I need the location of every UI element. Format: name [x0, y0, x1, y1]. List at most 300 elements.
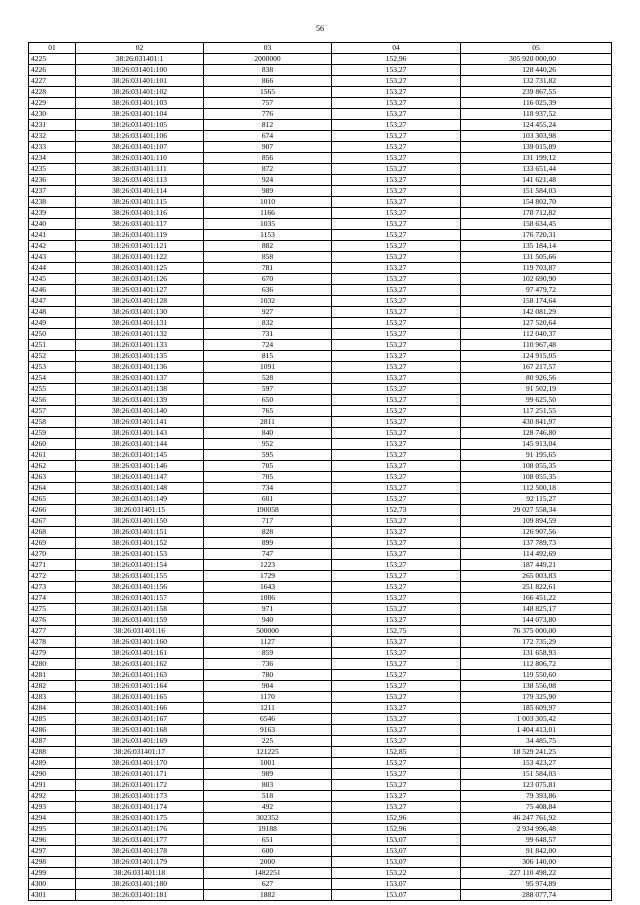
cadastral-number-cell: 38:26:031401:106 [76, 131, 204, 142]
cadastral-value-cell: 239 867,55 [461, 87, 612, 98]
table-row [29, 505, 612, 516]
row-number-cell: 4264 [29, 483, 76, 494]
specific-value-cell: 153,27 [332, 472, 461, 483]
table-row [29, 98, 612, 109]
row-number-cell: 4263 [29, 472, 76, 483]
area-cell: 1223 [204, 560, 332, 571]
table-row [29, 527, 612, 538]
specific-value-cell: 153,27 [332, 604, 461, 615]
cadastral-value-cell: 166 451,22 [461, 593, 612, 604]
cadastral-value-cell: 123 075,81 [461, 780, 612, 791]
cadastral-value-cell: 103 303,98 [461, 131, 612, 142]
row-number-cell: 4227 [29, 76, 76, 87]
table-row [29, 780, 612, 791]
column-header-02: 02 [76, 43, 204, 54]
cadastral-number-cell: 38:26:031401:146 [76, 461, 204, 472]
table-body [29, 54, 612, 901]
row-number-cell: 4228 [29, 87, 76, 98]
area-cell: 1153 [204, 230, 332, 241]
specific-value-cell: 153,27 [332, 791, 461, 802]
cadastral-number-cell: 38:26:031401:180 [76, 879, 204, 890]
table-row [29, 164, 612, 175]
cadastral-value-cell: 158 634,45 [461, 219, 612, 230]
cadastral-number-cell: 38:26:031401:152 [76, 538, 204, 549]
row-number-cell: 4272 [29, 571, 76, 582]
specific-value-cell: 153,27 [332, 516, 461, 527]
cadastral-value-table [28, 42, 612, 901]
cadastral-number-cell: 38:26:031401:115 [76, 197, 204, 208]
table-row [29, 186, 612, 197]
specific-value-cell: 153,27 [332, 725, 461, 736]
cadastral-value-cell: 142 081,29 [461, 307, 612, 318]
table-row [29, 285, 612, 296]
specific-value-cell: 153,27 [332, 131, 461, 142]
table-row [29, 131, 612, 142]
table-row [29, 120, 612, 131]
row-number-cell: 4295 [29, 824, 76, 835]
row-number-cell: 4274 [29, 593, 76, 604]
row-number-cell: 4250 [29, 329, 76, 340]
area-cell: 595 [204, 450, 332, 461]
cadastral-value-cell: 154 802,70 [461, 197, 612, 208]
cadastral-number-cell: 38:26:031401:104 [76, 109, 204, 120]
cadastral-value-cell: 172 735,29 [461, 637, 612, 648]
area-cell: 2000 [204, 857, 332, 868]
cadastral-value-cell: 131 199,12 [461, 153, 612, 164]
cadastral-number-cell: 38:26:031401:15 [76, 505, 204, 516]
table-row [29, 549, 612, 560]
row-number-cell: 4278 [29, 637, 76, 648]
specific-value-cell: 153,27 [332, 142, 461, 153]
row-number-cell: 4252 [29, 351, 76, 362]
specific-value-cell: 153,27 [332, 615, 461, 626]
row-number-cell: 4269 [29, 538, 76, 549]
cadastral-value-cell: 139 015,89 [461, 142, 612, 153]
table-row [29, 428, 612, 439]
specific-value-cell: 153,27 [332, 417, 461, 428]
cadastral-number-cell: 38:26:031401:131 [76, 318, 204, 329]
cadastral-value-cell: 178 712,82 [461, 208, 612, 219]
row-number-cell: 4253 [29, 362, 76, 373]
cadastral-number-cell: 38:26:031401:135 [76, 351, 204, 362]
table-row [29, 472, 612, 483]
area-cell: 1211 [204, 703, 332, 714]
cadastral-value-cell: 148 825,17 [461, 604, 612, 615]
table-row [29, 197, 612, 208]
area-cell: 927 [204, 307, 332, 318]
specific-value-cell: 153,27 [332, 560, 461, 571]
cadastral-value-cell: 112 500,18 [461, 483, 612, 494]
cadastral-value-cell: 46 247 761,92 [461, 813, 612, 824]
cadastral-value-cell: 29 027 558,34 [461, 505, 612, 516]
row-number-cell: 4234 [29, 153, 76, 164]
specific-value-cell: 153,27 [332, 164, 461, 175]
row-number-cell: 4299 [29, 868, 76, 879]
table-row [29, 483, 612, 494]
cadastral-value-cell: 306 140,00 [461, 857, 612, 868]
cadastral-value-cell: 112 040,37 [461, 329, 612, 340]
area-cell: 121225 [204, 747, 332, 758]
area-cell: 776 [204, 109, 332, 120]
row-number-cell: 4297 [29, 846, 76, 857]
specific-value-cell: 153,27 [332, 582, 461, 593]
specific-value-cell: 153,27 [332, 538, 461, 549]
row-number-cell: 4246 [29, 285, 76, 296]
row-number-cell: 4244 [29, 263, 76, 274]
table-row [29, 824, 612, 835]
area-cell: 1170 [204, 692, 332, 703]
area-cell: 765 [204, 406, 332, 417]
specific-value-cell: 153,27 [332, 527, 461, 538]
area-cell: 1166 [204, 208, 332, 219]
specific-value-cell: 153,27 [332, 230, 461, 241]
cadastral-number-cell: 38:26:031401:17 [76, 747, 204, 758]
specific-value-cell: 152,96 [332, 813, 461, 824]
column-header-01: 01 [29, 43, 76, 54]
cadastral-number-cell: 38:26:031401:110 [76, 153, 204, 164]
table-row [29, 417, 612, 428]
table-row [29, 395, 612, 406]
table-header-row [29, 43, 612, 54]
cadastral-number-cell: 38:26:031401:150 [76, 516, 204, 527]
area-cell: 518 [204, 791, 332, 802]
specific-value-cell: 153,27 [332, 307, 461, 318]
table-row [29, 153, 612, 164]
row-number-cell: 4231 [29, 120, 76, 131]
cadastral-number-cell: 38:26:031401:140 [76, 406, 204, 417]
specific-value-cell: 153,27 [332, 373, 461, 384]
area-cell: 1001 [204, 758, 332, 769]
row-number-cell: 4282 [29, 681, 76, 692]
cadastral-value-cell: 95 974,89 [461, 879, 612, 890]
cadastral-number-cell: 38:26:031401:151 [76, 527, 204, 538]
cadastral-value-cell: 158 174,64 [461, 296, 612, 307]
row-number-cell: 4261 [29, 450, 76, 461]
table-row [29, 747, 612, 758]
cadastral-value-cell: 132 731,82 [461, 76, 612, 87]
specific-value-cell: 153,07 [332, 879, 461, 890]
area-cell: 856 [204, 153, 332, 164]
cadastral-number-cell: 38:26:031401:149 [76, 494, 204, 505]
row-number-cell: 4235 [29, 164, 76, 175]
area-cell: 866 [204, 76, 332, 87]
column-header-05: 05 [461, 43, 612, 54]
specific-value-cell: 153,27 [332, 263, 461, 274]
cadastral-number-cell: 38:26:031401:148 [76, 483, 204, 494]
area-cell: 717 [204, 516, 332, 527]
table-row [29, 648, 612, 659]
cadastral-number-cell: 38:26:031401:174 [76, 802, 204, 813]
cadastral-value-cell: 99 648,57 [461, 835, 612, 846]
specific-value-cell: 153,27 [332, 120, 461, 131]
table-row [29, 241, 612, 252]
cadastral-number-cell: 38:26:031401:154 [76, 560, 204, 571]
cadastral-number-cell: 38:26:031401:141 [76, 417, 204, 428]
table-row [29, 692, 612, 703]
specific-value-cell: 153,27 [332, 76, 461, 87]
specific-value-cell: 153,27 [332, 98, 461, 109]
row-number-cell: 4226 [29, 65, 76, 76]
specific-value-cell: 153,27 [332, 252, 461, 263]
cadastral-number-cell: 38:26:031401:143 [76, 428, 204, 439]
area-cell: 1091 [204, 362, 332, 373]
cadastral-number-cell: 38:26:031401:1 [76, 54, 204, 65]
area-cell: 832 [204, 318, 332, 329]
cadastral-number-cell: 38:26:031401:117 [76, 219, 204, 230]
row-number-cell: 4288 [29, 747, 76, 758]
area-cell: 705 [204, 461, 332, 472]
cadastral-value-cell: 114 492,69 [461, 549, 612, 560]
cadastral-value-cell: 34 485,75 [461, 736, 612, 747]
table-row [29, 54, 612, 65]
row-number-cell: 4268 [29, 527, 76, 538]
specific-value-cell: 153,27 [332, 65, 461, 76]
cadastral-number-cell: 38:26:031401:145 [76, 450, 204, 461]
table-row [29, 802, 612, 813]
row-number-cell: 4266 [29, 505, 76, 516]
specific-value-cell: 153,27 [332, 175, 461, 186]
specific-value-cell: 153,27 [332, 439, 461, 450]
cadastral-number-cell: 38:26:031401:176 [76, 824, 204, 835]
specific-value-cell: 153,27 [332, 681, 461, 692]
specific-value-cell: 153,07 [332, 857, 461, 868]
row-number-cell: 4241 [29, 230, 76, 241]
cadastral-value-cell: 133 651,44 [461, 164, 612, 175]
specific-value-cell: 153,27 [332, 208, 461, 219]
specific-value-cell: 153,27 [332, 494, 461, 505]
cadastral-value-cell: 102 690,90 [461, 274, 612, 285]
cadastral-value-cell: 119 550,60 [461, 670, 612, 681]
cadastral-value-cell: 128 746,80 [461, 428, 612, 439]
cadastral-value-cell: 18 529 241,25 [461, 747, 612, 758]
specific-value-cell: 153,27 [332, 450, 461, 461]
area-cell: 627 [204, 879, 332, 890]
cadastral-number-cell: 38:26:031401:122 [76, 252, 204, 263]
table-row [29, 329, 612, 340]
table-row [29, 406, 612, 417]
area-cell: 1032 [204, 296, 332, 307]
cadastral-value-cell: 305 920 000,00 [461, 54, 612, 65]
row-number-cell: 4245 [29, 274, 76, 285]
row-number-cell: 4225 [29, 54, 76, 65]
cadastral-value-cell: 2 934 996,48 [461, 824, 612, 835]
area-cell: 899 [204, 538, 332, 549]
table-row [29, 846, 612, 857]
table-row [29, 791, 612, 802]
cadastral-number-cell: 38:26:031401:161 [76, 648, 204, 659]
specific-value-cell: 153,27 [332, 714, 461, 725]
row-number-cell: 4280 [29, 659, 76, 670]
area-cell: 1127 [204, 637, 332, 648]
row-number-cell: 4284 [29, 703, 76, 714]
table-row [29, 109, 612, 120]
area-cell: 952 [204, 439, 332, 450]
table-row [29, 604, 612, 615]
cadastral-number-cell: 38:26:031401:158 [76, 604, 204, 615]
row-number-cell: 4279 [29, 648, 76, 659]
table-row [29, 351, 612, 362]
row-number-cell: 4229 [29, 98, 76, 109]
specific-value-cell: 153,27 [332, 197, 461, 208]
cadastral-number-cell: 38:26:031401:111 [76, 164, 204, 175]
row-number-cell: 4290 [29, 769, 76, 780]
cadastral-number-cell: 38:26:031401:171 [76, 769, 204, 780]
area-cell: 904 [204, 681, 332, 692]
specific-value-cell: 153,27 [332, 351, 461, 362]
table-row [29, 681, 612, 692]
row-number-cell: 4283 [29, 692, 76, 703]
table-row [29, 736, 612, 747]
cadastral-value-cell: 80 926,56 [461, 373, 612, 384]
row-number-cell: 4242 [29, 241, 76, 252]
cadastral-value-cell: 153 423,27 [461, 758, 612, 769]
area-cell: 940 [204, 615, 332, 626]
table-row [29, 857, 612, 868]
area-cell: 492 [204, 802, 332, 813]
area-cell: 500000 [204, 626, 332, 637]
area-cell: 597 [204, 384, 332, 395]
cadastral-value-cell: 179 325,90 [461, 692, 612, 703]
specific-value-cell: 153,27 [332, 659, 461, 670]
cadastral-value-cell: 124 915,05 [461, 351, 612, 362]
area-cell: 747 [204, 549, 332, 560]
specific-value-cell: 153,27 [332, 340, 461, 351]
row-number-cell: 4276 [29, 615, 76, 626]
cadastral-value-cell: 91 842,00 [461, 846, 612, 857]
cadastral-number-cell: 38:26:031401:165 [76, 692, 204, 703]
row-number-cell: 4281 [29, 670, 76, 681]
row-number-cell: 4275 [29, 604, 76, 615]
area-cell: 924 [204, 175, 332, 186]
specific-value-cell: 152,75 [332, 626, 461, 637]
area-cell: 6546 [204, 714, 332, 725]
row-number-cell: 4287 [29, 736, 76, 747]
specific-value-cell: 153,27 [332, 285, 461, 296]
cadastral-number-cell: 38:26:031401:18 [76, 868, 204, 879]
cadastral-number-cell: 38:26:031401:16 [76, 626, 204, 637]
cadastral-number-cell: 38:26:031401:178 [76, 846, 204, 857]
table-row [29, 758, 612, 769]
table-row [29, 230, 612, 241]
cadastral-number-cell: 38:26:031401:168 [76, 725, 204, 736]
specific-value-cell: 153,27 [332, 670, 461, 681]
cadastral-number-cell: 38:26:031401:166 [76, 703, 204, 714]
table-row [29, 252, 612, 263]
cadastral-number-cell: 38:26:031401:153 [76, 549, 204, 560]
specific-value-cell: 153,27 [332, 153, 461, 164]
table-row [29, 439, 612, 450]
row-number-cell: 4239 [29, 208, 76, 219]
cadastral-number-cell: 38:26:031401:172 [76, 780, 204, 791]
table-row [29, 615, 612, 626]
cadastral-number-cell: 38:26:031401:157 [76, 593, 204, 604]
table-row [29, 769, 612, 780]
table-row [29, 571, 612, 582]
table-row [29, 637, 612, 648]
specific-value-cell: 153,27 [332, 769, 461, 780]
table-row [29, 208, 612, 219]
row-number-cell: 4273 [29, 582, 76, 593]
specific-value-cell: 153,27 [332, 703, 461, 714]
specific-value-cell: 153,27 [332, 406, 461, 417]
row-number-cell: 4237 [29, 186, 76, 197]
specific-value-cell: 153,27 [332, 593, 461, 604]
cadastral-value-cell: 251 822,61 [461, 582, 612, 593]
cadastral-value-cell: 117 251,55 [461, 406, 612, 417]
cadastral-number-cell: 38:26:031401:121 [76, 241, 204, 252]
cadastral-value-cell: 265 003,83 [461, 571, 612, 582]
cadastral-number-cell: 38:26:031401:130 [76, 307, 204, 318]
cadastral-number-cell: 38:26:031401:132 [76, 329, 204, 340]
area-cell: 757 [204, 98, 332, 109]
specific-value-cell: 153,27 [332, 186, 461, 197]
cadastral-number-cell: 38:26:031401:126 [76, 274, 204, 285]
cadastral-number-cell: 38:26:031401:173 [76, 791, 204, 802]
table-row [29, 76, 612, 87]
specific-value-cell: 153,27 [332, 637, 461, 648]
table-row [29, 87, 612, 98]
row-number-cell: 4286 [29, 725, 76, 736]
cadastral-value-cell: 126 907,56 [461, 527, 612, 538]
cadastral-number-cell: 38:26:031401:139 [76, 395, 204, 406]
specific-value-cell: 153,27 [332, 241, 461, 252]
row-number-cell: 4247 [29, 296, 76, 307]
cadastral-number-cell: 38:26:031401:181 [76, 890, 204, 901]
cadastral-value-cell: 119 703,87 [461, 263, 612, 274]
area-cell: 731 [204, 329, 332, 340]
cadastral-number-cell: 38:26:031401:136 [76, 362, 204, 373]
cadastral-value-cell: 128 440,26 [461, 65, 612, 76]
cadastral-number-cell: 38:26:031401:175 [76, 813, 204, 824]
area-cell: 781 [204, 263, 332, 274]
cadastral-number-cell: 38:26:031401:164 [76, 681, 204, 692]
table-row [29, 879, 612, 890]
row-number-cell: 4257 [29, 406, 76, 417]
area-cell: 2000000 [204, 54, 332, 65]
cadastral-value-cell: 167 217,57 [461, 362, 612, 373]
cadastral-value-cell: 288 077,74 [461, 890, 612, 901]
area-cell: 9163 [204, 725, 332, 736]
area-cell: 971 [204, 604, 332, 615]
specific-value-cell: 153,27 [332, 274, 461, 285]
row-number-cell: 4254 [29, 373, 76, 384]
area-cell: 858 [204, 252, 332, 263]
cadastral-number-cell: 38:26:031401:103 [76, 98, 204, 109]
table-row [29, 626, 612, 637]
row-number-cell: 4270 [29, 549, 76, 560]
area-cell: 1882 [204, 890, 332, 901]
specific-value-cell: 153,27 [332, 780, 461, 791]
area-cell: 601 [204, 494, 332, 505]
cadastral-number-cell: 38:26:031401:102 [76, 87, 204, 98]
table-row [29, 868, 612, 879]
cadastral-number-cell: 38:26:031401:170 [76, 758, 204, 769]
area-cell: 2811 [204, 417, 332, 428]
table-row [29, 362, 612, 373]
cadastral-value-cell: 151 584,03 [461, 769, 612, 780]
area-cell: 734 [204, 483, 332, 494]
row-number-cell: 4298 [29, 857, 76, 868]
specific-value-cell: 153,27 [332, 395, 461, 406]
specific-value-cell: 153,27 [332, 87, 461, 98]
table-row [29, 538, 612, 549]
cadastral-value-cell: 76 375 000,00 [461, 626, 612, 637]
row-number-cell: 4289 [29, 758, 76, 769]
specific-value-cell: 153,27 [332, 802, 461, 813]
cadastral-number-cell: 38:26:031401:156 [76, 582, 204, 593]
table-row [29, 725, 612, 736]
cadastral-value-cell: 110 967,48 [461, 340, 612, 351]
